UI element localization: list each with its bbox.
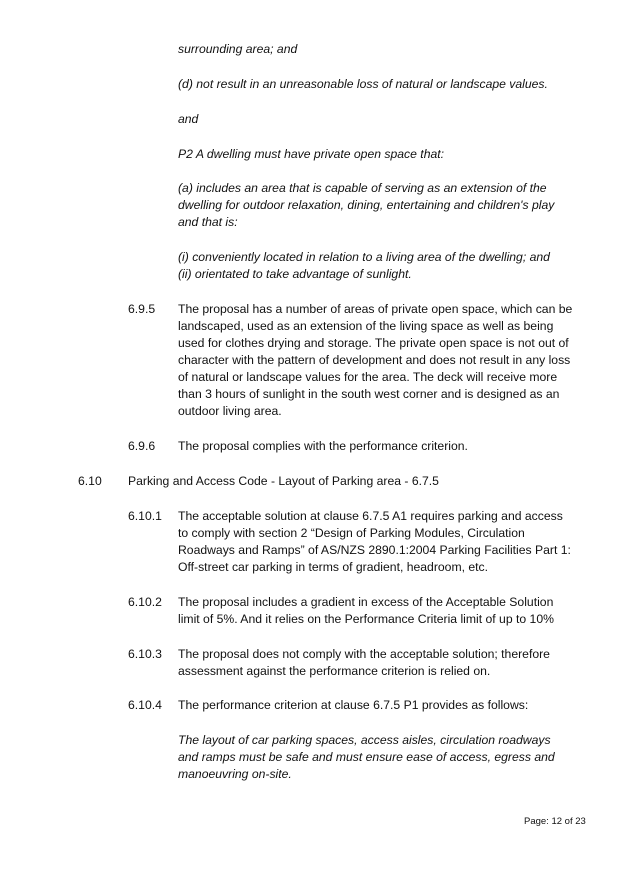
clause-text-line: landscaped, used as an extension of the living space as well as being [178,319,554,333]
clause-text-line: The acceptable solution at clause 6.7.5 A1 requires parking and access [178,509,563,523]
clause-text-line: to comply with section 2 “Design of Parking Modules, Circulation [178,526,525,540]
clause-text-line: The proposal complies with the performance criterion. [178,439,468,453]
quote-item-i: (i) conveniently located in relation to a living area of the dwelling; and [178,250,550,264]
clause-number: 6.10.4 [128,698,162,712]
section-title: Parking and Access Code - Layout of Parking area - 6.7.5 [128,474,439,488]
clause-text-line: limit of 5%. And it relies on the Performance Criteria limit of up to 10% [178,612,554,626]
quote-text-line: manoeuvring on-site. [178,767,292,781]
section-number: 6.10 [78,474,102,488]
clause-text-line: assessment against the performance criterion is relied on. [178,664,491,678]
quote-p2: P2 A dwelling must have private open space that: [178,147,445,161]
clause-number: 6.10.3 [128,647,162,661]
quote-item-a-line: and that is: [178,215,238,229]
clause-text-line: of natural or landscape values for the area. The deck will receive more [178,370,558,384]
clause-text-line: used for clothes drying and storage. The private open space is not out of [178,336,569,350]
quote-item-ii: (ii) orientated to take advantage of sunlight. [178,267,412,281]
clause-text-line: than 3 hours of sunlight in the south west corner and is designed as an [178,387,560,401]
quote-and: and [178,112,199,126]
clause-number: 6.10.2 [128,595,162,609]
clause-text-line: Roadways and Ramps” of AS/NZS 2890.1:2004 Parking Facilities Part 1: [178,543,571,557]
quote-item-d: (d) not result in an unreasonable loss of natural or landscape values. [178,77,548,91]
quote-item-a-line: dwelling for outdoor relaxation, dining, entertaining and children's play [178,198,555,212]
page-number: Page: 12 of 23 [524,816,586,827]
quote-text-line: The layout of car parking spaces, access aisles, circulation roadways [178,733,551,747]
clause-text-line: Off-street car parking in terms of gradient, headroom, etc. [178,560,489,574]
clause-text-line: The proposal does not comply with the acceptable solution; therefore [178,647,550,661]
clause-number: 6.10.1 [128,509,162,523]
clause-text-line: character with the pattern of development and does not result in any loss [178,353,571,367]
clause-text-line: The proposal includes a gradient in excess of the Acceptable Solution [178,595,554,609]
clause-text-line: The proposal has a number of areas of private open space, which can be [178,302,573,316]
clause-number: 6.9.6 [128,439,156,453]
quote-text-line: and ramps must be safe and must ensure ease of access, egress and [178,750,555,764]
clause-text-line: outdoor living area. [178,404,282,418]
clause-number: 6.9.5 [128,302,156,316]
quote-item-a-line: (a) includes an area that is capable of serving as an extension of the [178,181,547,195]
quote-surrounding: surrounding area; and [178,42,298,56]
clause-text-line: The performance criterion at clause 6.7.5 P1 provides as follows: [178,698,529,712]
